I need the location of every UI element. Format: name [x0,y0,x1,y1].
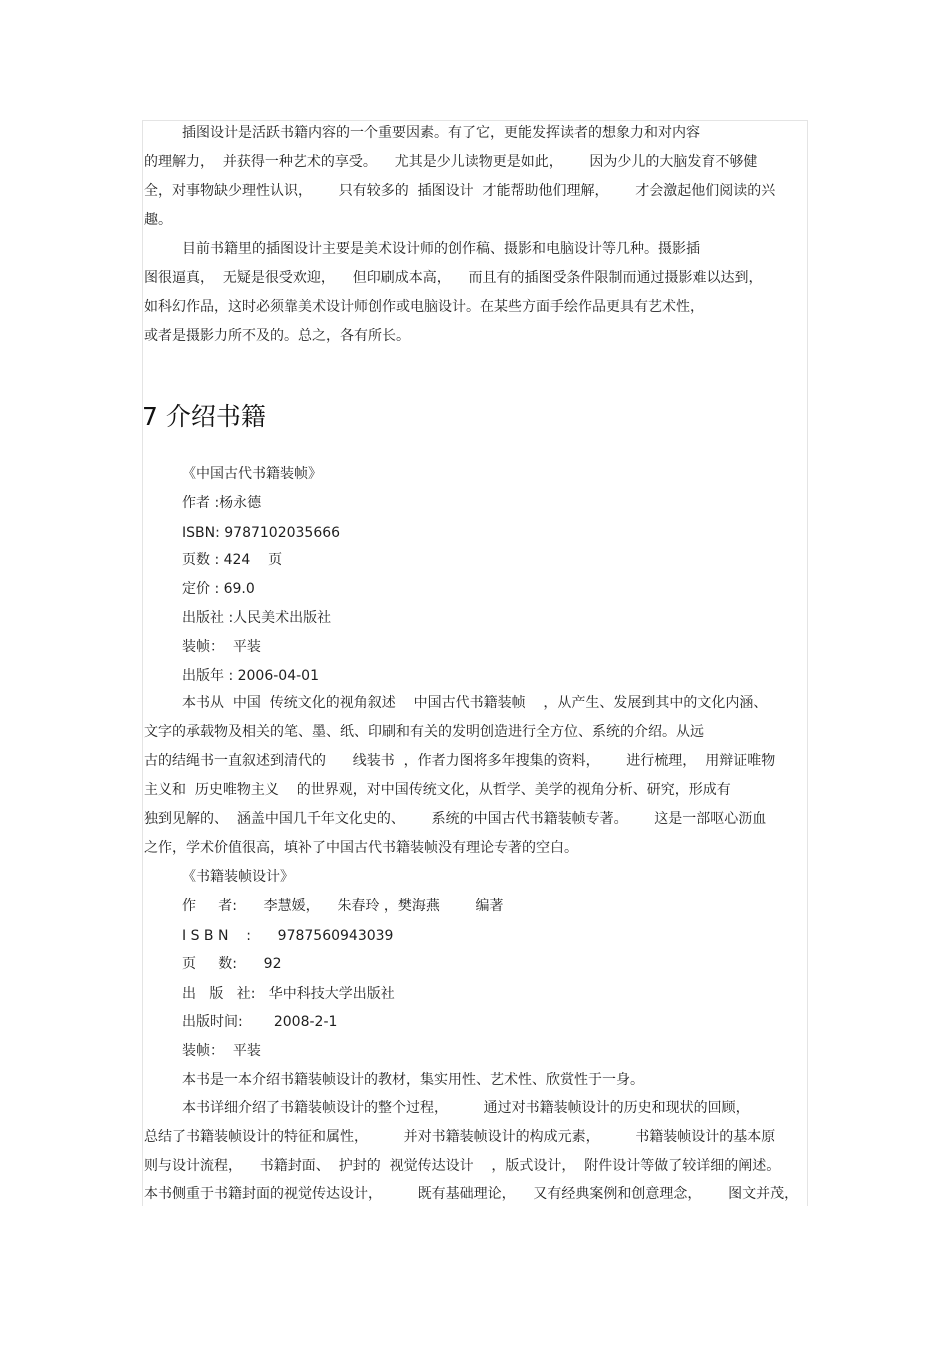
intro-line-1: 插图设计是活跃书籍内容的一个重要因素。有了它，更能发挥读者的想象力和对内容 [182,125,700,141]
book1-author: 作者 :杨永德 [182,495,262,511]
book2-desc-line-2: 总结了书籍装帧设计的特征和属性， 并对书籍装帧设计的构成元素， 书籍装帧设计的基本原 [144,1129,776,1145]
book1-desc-line-3: 古的结绳书一直叙述到清代的 线装书 ，作者力图将多年搜集的资料， 进行梳理， 用辩证唯物 [144,753,776,769]
section-heading: 7 介绍书籍 [142,402,266,431]
book1-pubdate: 出版年 : 2006-04-01 [182,668,319,684]
book2-desc-line-4: 本书侧重于书籍封面的视觉传达设计， 既有基础理论， 又有经典案例和创意理念， 图文并茂， [144,1186,799,1202]
book2-publisher: 出 版 社: 华中科技大学出版社 [182,986,395,1002]
book1-desc-line-2: 文字的承载物及相关的笔、墨、纸、印刷和有关的发明创造进行全方位、系统的介绍。从远 [144,724,704,740]
book2-isbn: I S B N : 9787560943039 [182,928,394,944]
intro-line-3: 全，对事物缺少理性认识， 只有较多的 插图设计 才能帮助他们理解， 才会激起他们阅读的兴 [144,183,776,199]
book1-isbn: ISBN: 9787102035666 [182,525,341,541]
book1-desc-line-4: 主义和 历史唯物主义 的世界观，对中国传统文化，从哲学、美学的视角分析、研究，形成有 [144,782,731,798]
intro-line-8: 或者是摄影力所不及的。总之，各有所长。 [144,328,410,344]
book2-title: 《书籍装帧设计》 [182,869,294,885]
book2-desc-line-1: 本书详细介绍了书籍装帧设计的整个过程， 通过对书籍装帧设计的历史和现状的回顾， [182,1100,750,1116]
book1-publisher: 出版社 :人民美术出版社 [182,610,332,626]
book1-desc-line-6: 之作，学术价值很高，填补了中国古代书籍装帧没有理论专著的空白。 [144,840,578,856]
book2-summary: 本书是一本介绍书籍装帧设计的教材，集实用性、艺术性、欣赏性于一身。 [182,1072,644,1088]
intro-line-6: 图很逼真， 无疑是很受欢迎， 但印刷成本高， 而且有的插图受条件限制而通过摄影难以达到， [144,270,763,286]
book1-desc-line-5: 独到见解的、 涵盖中国几千年文化史的、 系统的中国古代书籍装帧专著。 这是一部呕心沥血 [144,811,767,827]
book2-binding: 装帧： 平装 [182,1043,261,1059]
intro-line-7: 如科幻作品，这时必须靠美术设计师创作或电脑设计。在某些方面手绘作品更具有艺术性， [144,299,704,315]
book1-title: 《中国古代书籍装帧》 [182,466,322,482]
book2-desc-line-3: 则与设计流程， 书籍封面、 护封的 视觉传达设计 ，版式设计， 附件设计等做了较详细的阐述。 [144,1158,781,1174]
book1-pages: 页数 : 424 页 [182,552,283,568]
intro-line-2: 的理解力， 并获得一种艺术的享受。 尤其是少儿读物更是如此， 因为少儿的大脑发育不够健 [144,154,758,170]
book1-binding: 装帧： 平装 [182,639,261,655]
book1-price: 定价 : 69.0 [182,581,255,597]
intro-line-5: 目前书籍里的插图设计主要是美术设计师的创作稿、摄影和电脑设计等几种。摄影插 [182,241,700,257]
book1-desc-line-1: 本书从 中国 传统文化的视角叙述 中国古代书籍装帧 ，从产生、发展到其中的文化内涵、 [182,695,768,711]
intro-line-4: 趣。 [144,212,172,228]
book2-author: 作 者: 李慧媛， 朱春玲 ，樊海燕 编著 [182,898,504,914]
book2-pages: 页 数: 92 [182,956,282,972]
book2-pubdate: 出版时间: 2008-2-1 [182,1014,338,1030]
